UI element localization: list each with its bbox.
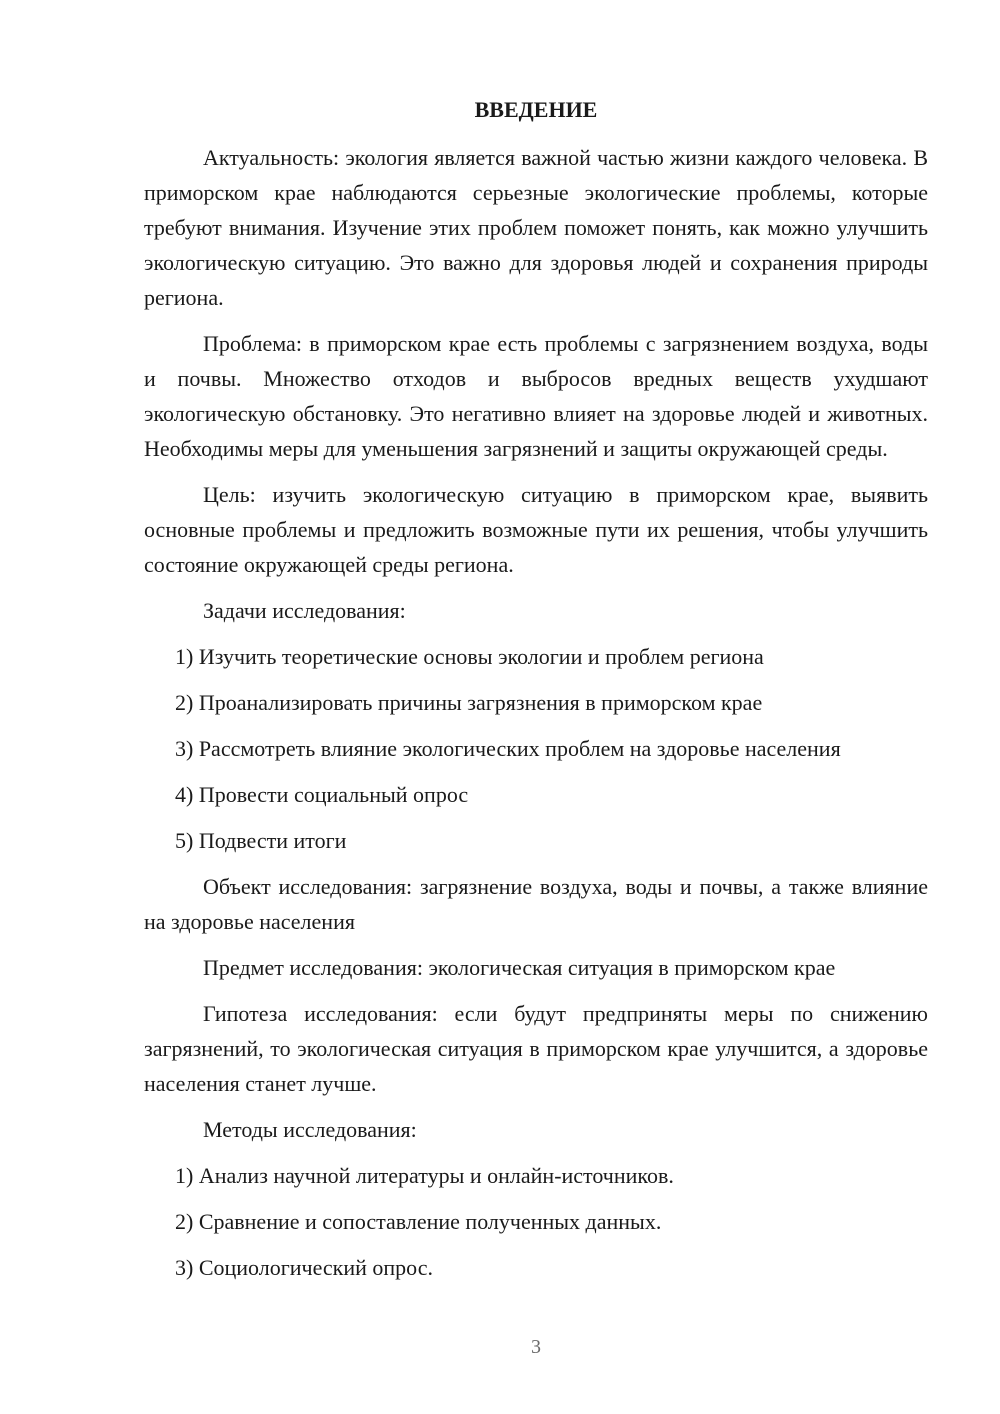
page-number: 3	[531, 1336, 541, 1358]
page-title: ВВЕДЕНИЕ	[474, 97, 598, 122]
relevance-paragraph: Актуальность: экология является важной частью жизни каждого человека. В приморском крае наблюдаются серьезные экологические проблемы, которые требуют внимания. Изучение этих проблем поможет понять, как можно улучшить экологическую ситуацию. Это важно для здоровья людей и сохранения природы региона.	[144, 145, 928, 310]
tasks-list	[144, 639, 928, 858]
list-item: 2) Проанализировать причины загрязнения в приморском крае	[175, 690, 763, 715]
list-item: 1) Анализ научной литературы и онлайн-источников.	[175, 1163, 674, 1188]
list-item: 4) Провести социальный опрос	[175, 782, 469, 807]
list-item: 1) Изучить теоретические основы экологии и проблем региона	[175, 644, 764, 669]
goal-paragraph: Цель: изучить экологическую ситуацию в приморском крае, выявить основные проблемы и предложить возможные пути их решения, чтобы улучшить состояние окружающей среды региона.	[144, 482, 928, 577]
problem-paragraph: Проблема: в приморском крае есть проблемы с загрязнением воздуха, воды и почвы. Множество отходов и выбросов вредных веществ ухудшают экологическую обстановку. Это негативно влияет на здоровье людей и животных. Необходимы меры для уменьшения загрязнений и защиты окружающей среды.	[144, 331, 928, 461]
methods-heading: Методы исследования:	[203, 1117, 417, 1142]
list-item: 5) Подвести итоги	[175, 828, 347, 853]
tasks-heading: Задачи исследования:	[203, 598, 406, 623]
methods-list	[144, 1158, 928, 1285]
list-item: 3) Рассмотреть влияние экологических проблем на здоровье населения	[175, 736, 841, 761]
list-item: 2) Сравнение и сопоставление полученных данных.	[175, 1209, 662, 1234]
subject-paragraph: Предмет исследования: экологическая ситуация в приморском крае	[203, 955, 836, 980]
list-item: 3) Социологический опрос.	[175, 1255, 433, 1280]
hypothesis-paragraph: Гипотеза исследования: если будут предприняты меры по снижению загрязнений, то экологическая ситуация в приморском крае улучшится, а здоровье населения станет лучше.	[144, 1001, 928, 1096]
object-paragraph: Объект исследования: загрязнение воздуха, воды и почвы, а также влияние на здоровье населения	[144, 874, 928, 934]
page-content	[144, 92, 928, 1296]
